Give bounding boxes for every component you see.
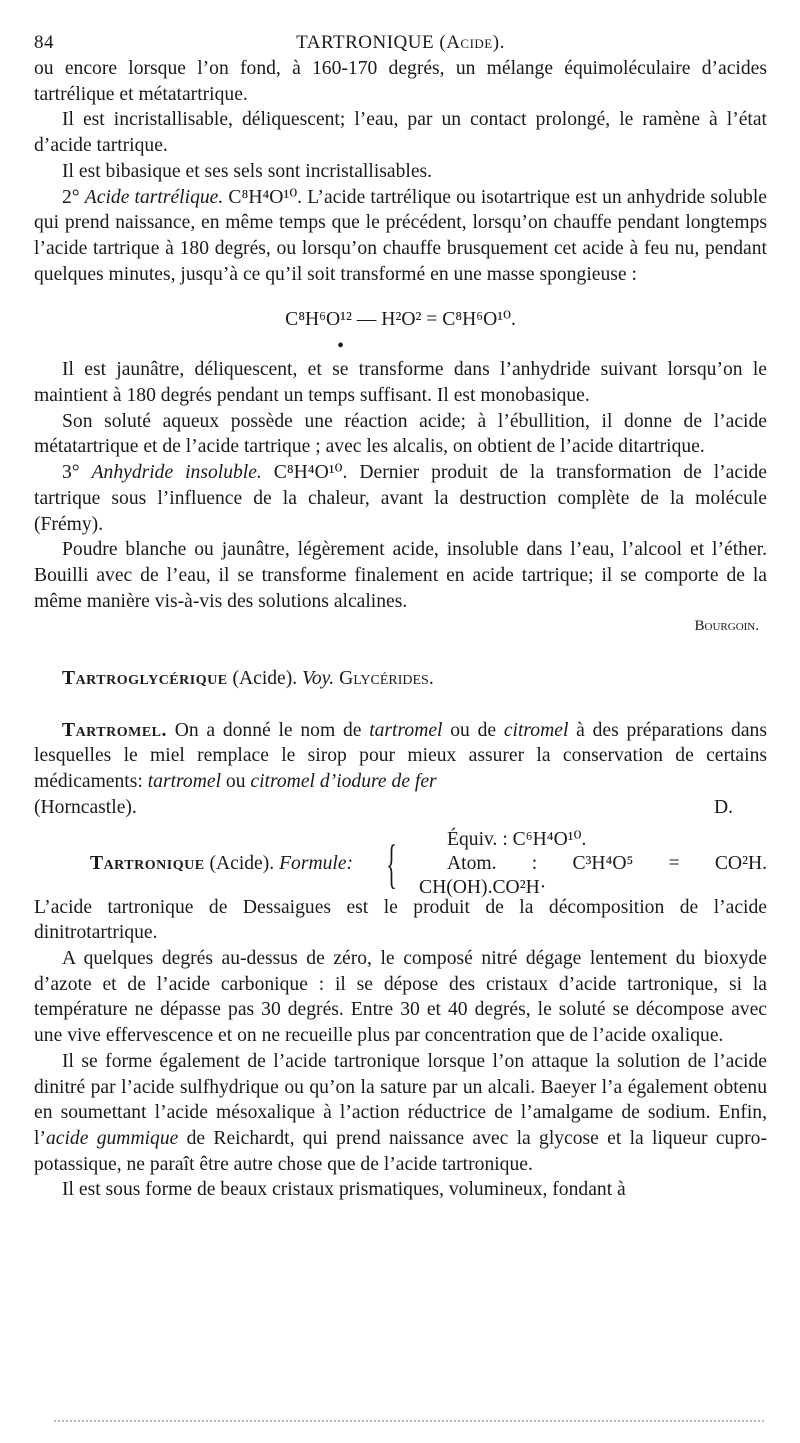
stray-mark: • <box>337 336 344 358</box>
cross-reference: Glycérides. <box>334 668 434 690</box>
formula-equiv: Équiv. : C⁶H⁴O¹⁰. <box>447 828 587 850</box>
equation: C⁸H⁶O¹² — H²O² = C⁸H⁶O¹⁰. <box>285 309 516 331</box>
paragraph: Son soluté aqueux possède une réaction acide; à l’ébullition, il donne de l’acide métatartrique et de l’acide tartrique ; avec les alcalis, on obtient de l’acide ditartrique. <box>34 410 767 458</box>
formula-stack <box>419 828 767 900</box>
entry-tartroglycerique: Tartroglycérique (Acide). Voy. Glycérides. <box>62 668 434 690</box>
footer-rule <box>54 1420 764 1424</box>
paragraph: Il est sous forme de beaux cristaux prismatiques, volumineux, fondant à <box>62 1179 626 1201</box>
paragraph: L’acide tartronique de Dessaigues est le produit de la décomposition de l’acide dinitrotartrique. <box>34 896 767 944</box>
compound-name: Anhydride insoluble. <box>91 462 262 484</box>
entry-heading: Tartroglycérique <box>62 668 228 690</box>
brace-mark: { <box>386 833 397 894</box>
paragraph: Il est incristallisable, déliquescent; l’eau, par un contact prolongé, le ramène à l’état d’acide tartrique. <box>34 109 767 157</box>
running-title: TARTRONIQUE (Acide). <box>296 32 505 53</box>
body-text: ou encore lorsque l’on fond, à 160-170 degrés, un mélange équimoléculaire d’acides tartrélique et métatartrique. Il est incristallisable, déliquescent; l’eau, par un contact prolongé, le ramène à l’état d’acide tartrique. Il est bibasique et ses sels sont incristallisables. 2° Acide tartrélique. C⁸H⁴O¹⁰. L’acide tartrélique ou isotartrique est un anhydride soluble qui prend naissance, en même temps que le précédent, lorsqu’on chauffe pendant longtemps l’acide tartrique à 180 degrés, ou lorsqu’on chauffe brusquement cet acide à feu nu, pendant quelques minutes, jusqu’à ce qu’il soit transformé en une masse spongieuse : C⁸H⁶O¹² — H²O² = C⁸H⁶O¹⁰. • Il est jaunâtre, déliquescent, et se transforme dans l’anhydride suivant lorsqu’on le maintient à 180 degrés pendant un temps suffisant. Il est monobasique. Son soluté aqueux possède une réaction acide; à l’ébullition, il donne de l’acide métatartrique et de l’acide tartrique ; avec les alcalis, on obtient de l’acide ditartrique. 3° Anhydride insoluble. C⁸H⁴O¹⁰. Dernier produit de la transformation de l’acide tartrique sous l’influence de la chaleur, avant la destruction complète de la molécule (Frémy). Poudre blanche ou jaunâtre, légèrement acide, insoluble dans l’eau, l’alcool et l’éther. Bouilli avec de l’eau, il se transforme finalement en acide tartrique; il se comporte de la même manière vis-à-vis des solutions alcalines. Bourgoin. Tartroglycérique (Acide). Voy. Glycérides. Tartromel. On a donné le nom de tartromel ou de citromel à des préparations dans lesquelles le miel remplace le sirop pour mieux assurer la conservation de certains médicaments: tartromel ou citromel d’iodure de fer (Horncastle). D. Tartronique (Acide). Formule: { Équiv. : C⁶H⁴O¹⁰. Atom. : C³H⁴O⁵ = CO²H. CH(OH).CO²H· L’acide tartronique de Dessaigues est le produit de la décomposition de l’acide dinitrotartrique. A quelques degrés au-dessus de zéro, le composé nitré dégage lentement du bioxyde d’azote et de l’acide carbonique : il se dépose des cristaux d’acide tartronique, si la température ne dépasse pas 30 degrés. Entre 30 et 40 degrés, le soluté se décompose avec une vive effervescence et on ne recueille plus par concentration que de l’acide oxalique. Il se forme également de l’acide tartronique lorsque l’on attaque la solution de l’acide dinitré par l’acide sulfhydrique ou qu’on la sature par un alcali. Baeyer l’a également obtenu en soumettant l’acide mésoxalique à l’action réductrice de l’amalgame de sodium. Enfin, l’acide gummique de Reichardt, qui prend naissance avec la glycose et la liqueur cupro-potassique, ne paraît être autre chose que de l’acide tartronique. Il est sous forme de beaux cristaux prismatiques, volumineux, fondant à <box>34 56 767 1203</box>
paragraph-anhydride: 3° Anhydride insoluble. C⁸H⁴O¹⁰. Dernier produit de la transformation de l’acide tartrique sous l’influence de la chaleur, avant la destruction complète de la molécule (Frémy). <box>34 462 768 535</box>
paragraph: Il est jaunâtre, déliquescent, et se transforme dans l’anhydride suivant lorsqu’on le maintient à 180 degrés pendant un temps suffisant. Il est monobasique. <box>34 359 767 407</box>
paragraph: Il se forme également de l’acide tartronique lorsque l’on attaque la solution de l’acide dinitré par l’acide sulfhydrique ou qu’on la sature par un alcali. Baeyer l’a également obtenu en soumettant l’acide mésoxalique à l’action réductrice de l’amalgame de sodium. Enfin, l’acide gummique de Reichardt, qui prend naissance avec la glycose et la liqueur cupro-potassique, ne paraît être autre chose que de l’acide tartronique. <box>34 1050 767 1175</box>
formula-atom: Atom. : C³H⁴O⁵ = CO²H. CH(OH).CO²H· <box>419 852 767 898</box>
entry-heading: Tartronique <box>90 852 205 874</box>
paragraph: A quelques degrés au-dessus de zéro, le composé nitré dégage lentement du bioxyde d’azote et de l’acide carbonique : il se dépose des cristaux d’acide tartronique, si la température ne dépasse pas 30 degrés. Entre 30 et 40 degrés, le soluté se décompose avec une vive effervescence et on ne recueille plus par concentration que de l’acide oxalique. <box>34 947 767 1047</box>
compound-formula: C⁸H⁴O¹⁰. <box>228 186 303 208</box>
entry-tartromel: Tartromel. On a donné le nom de tartromel ou de citromel à des préparations dans lesquelles le miel remplace le sirop pour mieux assurer la conservation de certains médicaments: tartromel ou citromel d’iodure de fer <box>34 719 767 793</box>
paragraph: ou encore lorsque l’on fond, à 160-170 degrés, un mélange équimoléculaire d’acides tartrélique et métatartrique. <box>34 58 767 105</box>
entry-heading: Tartromel. <box>62 719 167 741</box>
author-signature: D. <box>713 796 733 818</box>
compound-name: Acide tartrélique. <box>84 186 224 208</box>
paragraph: Poudre blanche ou jaunâtre, légèrement acide, insoluble dans l’eau, l’alcool et l’éther. Bouilli avec de l’eau, il se transforme finalement en acide tartrique; il se comporte de la même manière vis-à-vis des solutions alcalines. <box>34 539 767 612</box>
page-number: 84 <box>34 32 54 53</box>
paragraph: Il est bibasique et ses sels sont incristallisables. <box>62 160 433 182</box>
compound-formula: C⁸H⁴O¹⁰. <box>273 462 348 484</box>
entry-tartronique: Tartronique (Acide). Formule: { Équiv. : C⁶H⁴O¹⁰. Atom. : C³H⁴O⁵ = CO²H. CH(OH).CO²H· <box>90 828 767 898</box>
author-signature: Bourgoin. <box>694 618 759 635</box>
page <box>34 30 767 1203</box>
page-header <box>34 30 767 56</box>
paragraph-tartrelique: 2° Acide tartrélique. C⁸H⁴O¹⁰. L’acide tartrélique ou isotartrique est un anhydride soluble qui prend naissance, en même temps que le précédent, lorsqu’on chauffe pendant longtemps l’acide tartrique à 180 degrés, ou lorsqu’on chauffe brusquement cet acide à feu nu, pendant quelques minutes, jusqu’à ce qu’il soit transformé en une masse spongieuse : <box>34 186 767 285</box>
